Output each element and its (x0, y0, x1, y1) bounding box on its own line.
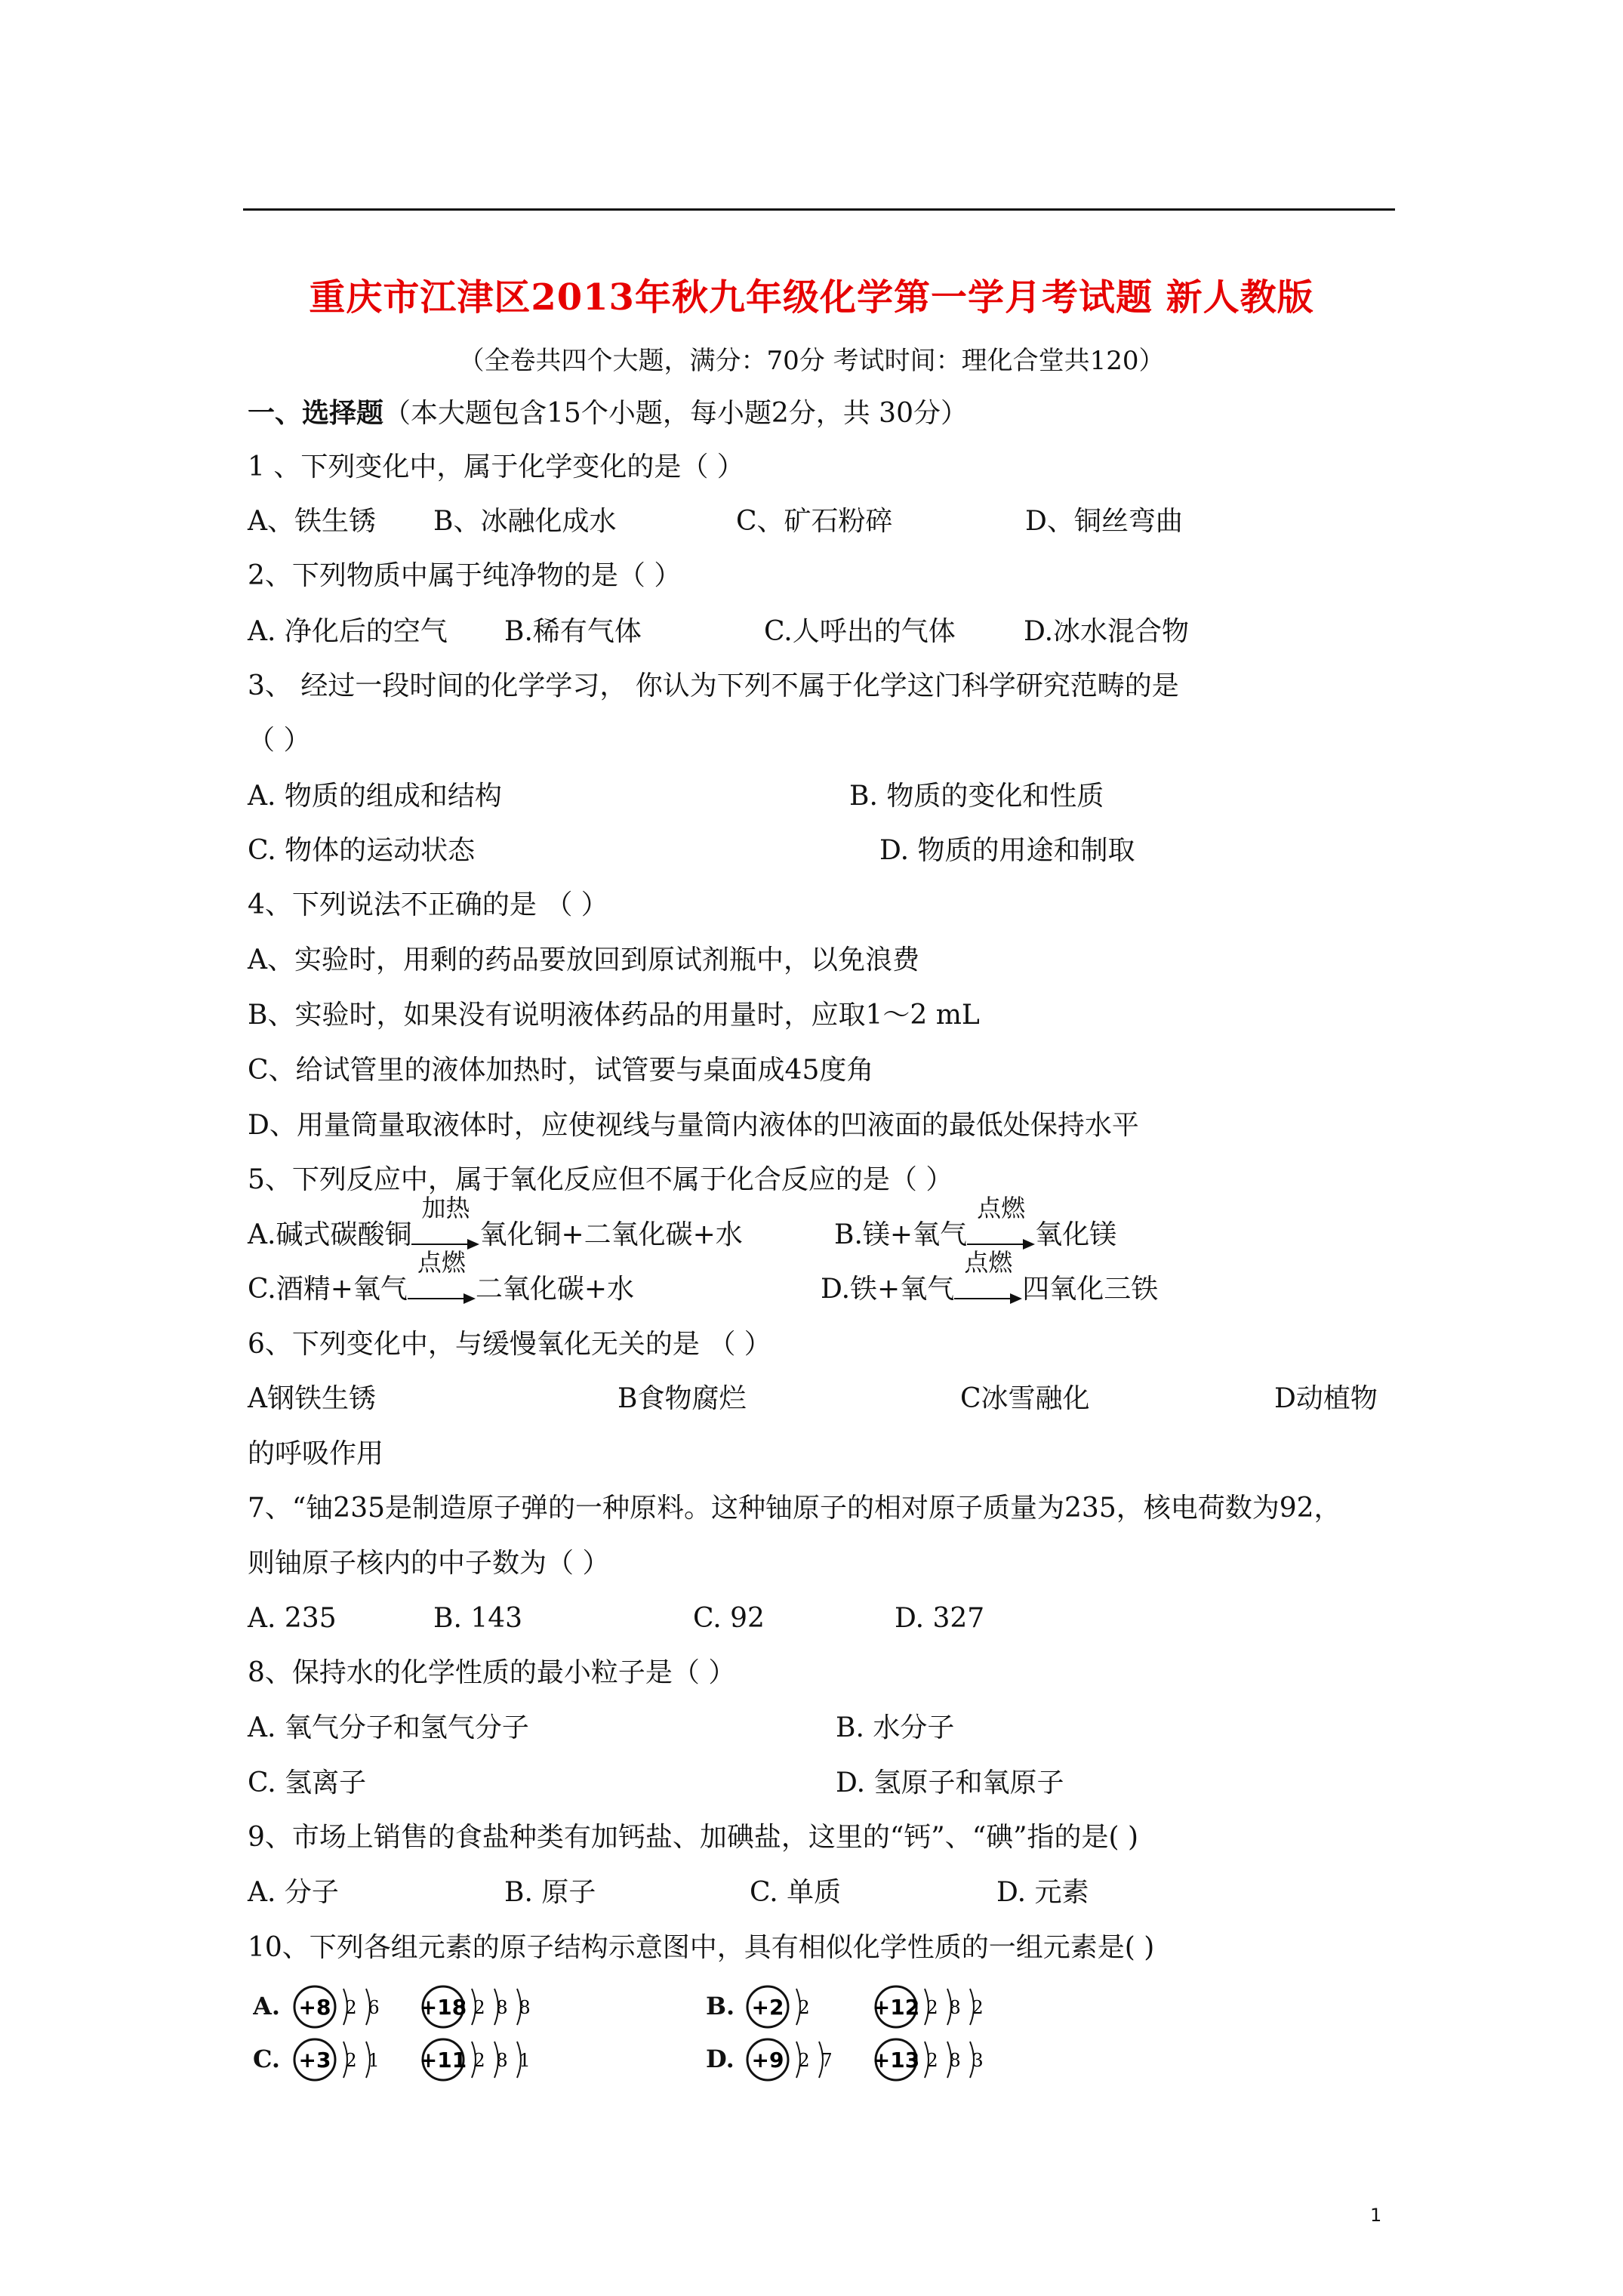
nucleus-charge: +3 (298, 2048, 331, 2073)
question-3-option-c: C. 物体的运动状态 (248, 835, 476, 866)
question-9-stem: 9、市场上销售的食盐种类有加钙盐、加碘盐，这里的“钙”、“碘”指的是( ) (248, 1822, 1139, 1853)
question-2-option-b: B.稀有气体 (504, 616, 642, 647)
question-6-stem: 6、下列变化中，与缓慢氧化无关的是 （ ） (248, 1329, 771, 1360)
nucleus-charge: +11 (419, 2048, 467, 2073)
atom-diagram (420, 1986, 531, 2027)
question-4-option-c: C、给试管里的液体加热时，试管要与桌面成45度角 (248, 1055, 874, 1086)
question-7-option-c: C. 92 (693, 1603, 765, 1634)
section-title: 一、选择题 (248, 397, 384, 429)
question-9-option-b: B. 原子 (504, 1877, 596, 1908)
atom-diagram (873, 2039, 984, 2080)
nucleus-charge: +13 (872, 2048, 920, 2073)
electron-count: 2 (798, 1997, 810, 2018)
question-2-option-a: A. 净化后的空气 (248, 616, 448, 647)
reaction-arrow (411, 1194, 479, 1252)
electron-count: 7 (821, 2050, 833, 2071)
atom-diagram (747, 1986, 810, 2027)
question-1-option-d: D、铜丝弯曲 (1025, 506, 1183, 537)
question-2-stem: 2、下列物质中属于纯净物的是（ ） (248, 560, 682, 591)
reaction-products: 二氧化碳+水 (475, 1274, 635, 1305)
electron-count: 2 (345, 1997, 357, 2018)
reaction-reactants: C.酒精+氧气 (248, 1274, 408, 1305)
reaction-reactants: B.镁+氧气 (834, 1219, 968, 1250)
question-5-option-d (821, 1248, 1159, 1306)
question-3-option-d: D. 物质的用途和制取 (879, 835, 1135, 866)
electron-count: 2 (473, 2050, 485, 2071)
nucleus-charge: +2 (751, 1995, 784, 2020)
electron-count: 1 (519, 2050, 531, 2071)
question-1-option-c: C、矿石粉碎 (736, 506, 893, 537)
atom-diagram (873, 1986, 984, 2027)
atom-diagram (294, 1986, 380, 2027)
question-2-option-d: D.冰水混合物 (1024, 616, 1190, 647)
electron-count: 8 (519, 1997, 531, 2018)
electron-count: 2 (926, 2050, 938, 2071)
reaction-condition: 点燃 (964, 1248, 1013, 1277)
reaction-products: 四氧化三铁 (1022, 1274, 1159, 1305)
reaction-condition: 点燃 (977, 1194, 1026, 1222)
question-8-option-d: D. 氢原子和氧原子 (836, 1767, 1064, 1798)
exam-info: （全卷共四个大题，满分：70分 考试时间：理化合堂共120） (458, 346, 1165, 376)
reaction-products: 氧化铜+二氧化碳+水 (479, 1219, 743, 1250)
reaction-products: 氧化镁 (1035, 1219, 1117, 1250)
reaction-reactants: A.碱式碳酸铜 (248, 1219, 412, 1250)
reaction-arrow (967, 1194, 1035, 1252)
reaction-condition: 点燃 (417, 1248, 466, 1277)
question-7-stem: 7、“铀235是制造原子弹的一种原料。这种铀原子的相对原子质量为235，核电荷数为92， (248, 1493, 1341, 1524)
question-9-option-a: A. 分子 (248, 1877, 339, 1908)
option-label-b: B. (706, 1992, 735, 2020)
question-9-option-d: D. 元素 (996, 1877, 1089, 1908)
question-2-option-c: C.人呼出的气体 (764, 616, 956, 647)
option-label-a: A. (253, 1992, 280, 2020)
nucleus-charge: +18 (419, 1995, 467, 2020)
atom-diagram (747, 2039, 833, 2080)
question-7-stem-cont: 则铀原子核内的中子数为（ ） (248, 1548, 610, 1579)
question-8-option-a: A. 氧气分子和氢气分子 (248, 1712, 529, 1743)
header-rule (243, 208, 1395, 211)
question-6-option-d-cont: 的呼吸作用 (248, 1438, 384, 1469)
question-5-option-b (834, 1194, 1117, 1252)
reaction-reactants: D.铁+氧气 (821, 1274, 955, 1305)
electron-count: 2 (926, 1997, 938, 2018)
reaction-arrow (408, 1248, 476, 1306)
electron-count: 8 (949, 1997, 961, 2018)
electron-count: 2 (345, 2050, 357, 2071)
electron-count: 8 (496, 2050, 508, 2071)
question-8-stem: 8、保持水的化学性质的最小粒子是（ ） (248, 1657, 736, 1688)
reaction-condition: 加热 (421, 1194, 470, 1222)
question-4-stem: 4、下列说法不正确的是 （ ） (248, 889, 608, 920)
question-10-stem: 10、下列各组元素的原子结构示意图中，具有相似化学性质的一组元素是( ) (248, 1932, 1155, 1963)
section-heading (248, 396, 968, 430)
question-3-option-b: B. 物质的变化和性质 (849, 781, 1104, 812)
question-4-option-a: A、实验时，用剩的药品要放回到原试剂瓶中，以免浪费 (248, 945, 919, 975)
nucleus-charge: +9 (751, 2048, 784, 2073)
option-label-d: D. (706, 2045, 735, 2073)
electron-count: 2 (473, 1997, 485, 2018)
question-7-option-a: A. 235 (248, 1603, 337, 1634)
electron-count: 3 (972, 2050, 984, 2071)
electron-count: 8 (496, 1997, 508, 2018)
question-7-option-b: B. 143 (433, 1603, 523, 1634)
question-3-stem: 3、 经过一段时间的化学学习， 你认为下列不属于化学这门科学研究范畴的是 (248, 670, 1179, 701)
nucleus-charge: +12 (872, 1995, 920, 2020)
question-3-option-a: A. 物质的组成和结构 (248, 781, 502, 812)
page-title: 重庆市江津区2013年秋九年级化学第一学月考试题 新人教版 (309, 276, 1314, 319)
electron-count: 2 (798, 2050, 810, 2071)
atom-structure-diagrams (253, 1978, 1053, 2091)
question-5-stem: 5、下列反应中，属于氧化反应但不属于化合反应的是（ ） (248, 1164, 953, 1195)
atom-diagram (420, 2039, 531, 2080)
question-8-option-c: C. 氢离子 (248, 1767, 367, 1798)
question-6-option-d: D动植物 (1274, 1383, 1378, 1414)
section-note: （本大题包含15个小题，每小题2分，共 30分） (383, 398, 968, 429)
question-3-stem-cont: （ ） (248, 725, 311, 756)
question-5-option-a (248, 1194, 743, 1252)
question-1-option-a: A、铁生锈 (248, 506, 376, 537)
question-8-option-b: B. 水分子 (836, 1712, 955, 1743)
electron-count: 8 (949, 2050, 961, 2071)
question-1-stem: 1 、下列变化中，属于化学变化的是（ ） (248, 451, 744, 482)
question-6-option-c: C冰雪融化 (960, 1383, 1090, 1414)
question-6-option-a: A钢铁生锈 (248, 1383, 376, 1414)
question-4-option-b: B、实验时，如果没有说明液体药品的用量时，应取1～2 mL (248, 1000, 980, 1031)
option-label-c: C. (253, 2045, 281, 2073)
question-6-option-b: B食物腐烂 (617, 1383, 747, 1414)
question-1-option-b: B、冰融化成水 (433, 506, 617, 537)
electron-count: 6 (368, 1997, 380, 2018)
nucleus-charge: +8 (298, 1995, 331, 2020)
electron-count: 1 (368, 2050, 380, 2071)
question-5-option-c (248, 1248, 635, 1306)
electron-count: 2 (972, 1997, 984, 2018)
question-7-option-d: D. 327 (895, 1603, 985, 1634)
reaction-arrow (954, 1248, 1022, 1306)
question-9-option-c: C. 单质 (750, 1877, 842, 1908)
question-4-option-d: D、用量筒量取液体时，应使视线与量筒内液体的凹液面的最低处保持水平 (248, 1110, 1139, 1141)
page-number: 1 (1370, 2205, 1382, 2226)
atom-diagram (294, 2039, 380, 2080)
